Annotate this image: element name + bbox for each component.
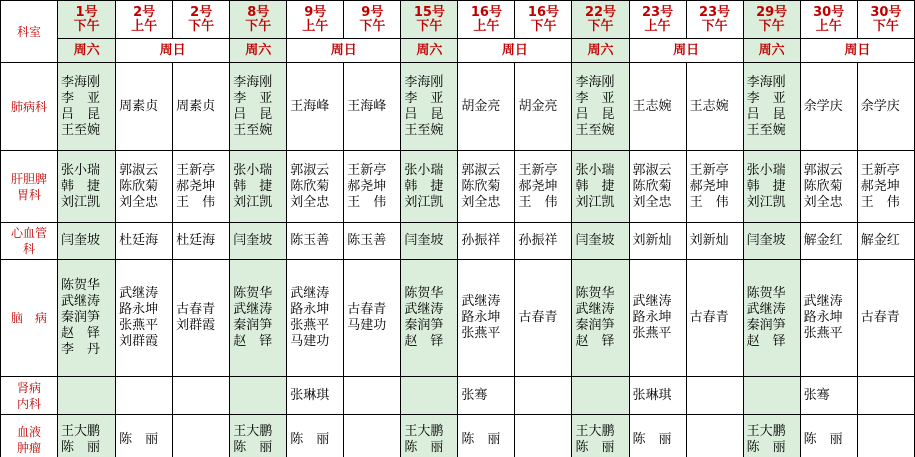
doctor-cell [686,377,743,415]
doctor-cell: 王大鹏 陈 丽 [58,415,116,457]
weekday-header: 周日 [116,39,230,63]
department-name: 肾病 内科 [1,377,58,415]
department-name: 肝胆脾 胃科 [1,151,58,223]
department-row [1,223,915,260]
doctor-cell: 闫奎坡 [58,223,116,260]
doctor-cell: 张小瑞 韩 捷 刘江凯 [572,151,629,223]
doctor-cell: 王新亭 郝尧坤 王 伟 [173,151,230,223]
date-header: 30号 下午 [857,1,914,39]
doctor-cell: 陈玉善 [344,223,401,260]
doctor-cell: 杜廷海 [116,223,173,260]
doctor-cell [344,415,401,457]
doctor-cell: 武继涛 路永坤 张燕平 [629,260,686,377]
date-header: 15号 下午 [401,1,458,39]
doctor-cell: 陈贺华 武继涛 秦润笋 赵 铎 [401,260,458,377]
doctor-cell: 余学庆 [857,63,914,151]
doctor-cell: 刘新灿 [629,223,686,260]
doctor-cell: 李海刚 李 亚 吕 昆 王至婉 [743,63,800,151]
doctor-cell: 王大鹏 陈 丽 [230,415,287,457]
doctor-cell: 郭淑云 陈欣菊 刘全忠 [287,151,344,223]
department-row [1,377,915,415]
date-header: 16号 上午 [458,1,515,39]
date-header: 9号 下午 [344,1,401,39]
doctor-cell: 郭淑云 陈欣菊 刘全忠 [116,151,173,223]
doctor-cell [515,415,572,457]
doctor-cell: 王新亭 郝尧坤 王 伟 [686,151,743,223]
weekday-header: 周日 [287,39,401,63]
doctor-cell: 郭淑云 陈欣菊 刘全忠 [629,151,686,223]
doctor-cell: 武继涛 路永坤 张燕平 刘群霞 [116,260,173,377]
date-header: 23号 下午 [686,1,743,39]
doctor-cell: 王海峰 [287,63,344,151]
doctor-cell: 王志婉 [629,63,686,151]
doctor-cell: 陈贺华 武继涛 秦润笋 赵 铎 [743,260,800,377]
doctor-cell [344,377,401,415]
department-name: 肺病科 [1,63,58,151]
weekday-header: 周日 [629,39,743,63]
weekday-header: 周日 [458,39,572,63]
weekday-header: 周六 [743,39,800,63]
department-row [1,151,915,223]
weekday-header: 周六 [401,39,458,63]
doctor-cell: 张骞 [458,377,515,415]
doctor-cell [857,415,914,457]
doctor-cell: 张小瑞 韩 捷 刘江凯 [743,151,800,223]
doctor-cell: 武继涛 路永坤 张燕平 马建功 [287,260,344,377]
dept-column-header: 科室 [1,1,58,63]
doctor-cell [230,377,287,415]
doctor-cell: 陈贺华 武继涛 秦润笋 赵 铎 [230,260,287,377]
weekday-header: 周日 [800,39,914,63]
doctor-cell: 孙振祥 [458,223,515,260]
header-date-row [1,1,915,39]
date-header: 2号 下午 [173,1,230,39]
date-header: 8号 下午 [230,1,287,39]
doctor-cell: 张骞 [800,377,857,415]
doctor-cell: 陈 丽 [116,415,173,457]
doctor-cell [515,377,572,415]
department-row [1,63,915,151]
doctor-cell: 陈 丽 [287,415,344,457]
doctor-cell: 陈 丽 [458,415,515,457]
doctor-cell [857,377,914,415]
doctor-cell: 王大鹏 陈 丽 [401,415,458,457]
doctor-cell: 陈 丽 [629,415,686,457]
doctor-cell: 王海峰 [344,63,401,151]
doctor-cell: 闫奎坡 [572,223,629,260]
doctor-cell: 王志婉 [686,63,743,151]
doctor-cell: 孙振祥 [515,223,572,260]
doctor-cell: 张小瑞 韩 捷 刘江凯 [230,151,287,223]
doctor-cell: 陈贺华 武继涛 秦润笋 赵 铎 李 丹 [58,260,116,377]
doctor-cell: 李海刚 李 亚 吕 昆 王至婉 [572,63,629,151]
doctor-cell: 胡金亮 [515,63,572,151]
doctor-cell: 解金红 [857,223,914,260]
doctor-cell: 古春青 [515,260,572,377]
doctor-cell: 胡金亮 [458,63,515,151]
weekday-header: 周六 [572,39,629,63]
date-header: 1号 下午 [58,1,116,39]
doctor-cell: 闫奎坡 [230,223,287,260]
doctor-cell: 闫奎坡 [743,223,800,260]
doctor-cell: 解金红 [800,223,857,260]
weekday-header: 周六 [230,39,287,63]
doctor-cell: 闫奎坡 [401,223,458,260]
doctor-cell [58,377,116,415]
department-row [1,260,915,377]
doctor-cell: 张小瑞 韩 捷 刘江凯 [58,151,116,223]
date-header: 29号 下午 [743,1,800,39]
doctor-cell [116,377,173,415]
date-header: 2号 上午 [116,1,173,39]
doctor-cell: 刘新灿 [686,223,743,260]
doctor-cell [173,415,230,457]
department-name: 血液 肿瘤 [1,415,58,457]
doctor-cell [173,377,230,415]
doctor-cell: 周素贞 [173,63,230,151]
date-header: 16号 下午 [515,1,572,39]
doctor-cell: 张小瑞 韩 捷 刘江凯 [401,151,458,223]
header-day-row [1,39,915,63]
doctor-cell: 陈贺华 武继涛 秦润笋 赵 铎 [572,260,629,377]
doctor-cell: 李海刚 李 亚 吕 昆 王至婉 [58,63,116,151]
doctor-cell: 李海刚 李 亚 吕 昆 王至婉 [230,63,287,151]
doctor-cell: 王新亭 郝尧坤 王 伟 [515,151,572,223]
doctor-cell: 郭淑云 陈欣菊 刘全忠 [458,151,515,223]
date-header: 9号 上午 [287,1,344,39]
doctor-cell: 武继涛 路永坤 张燕平 [458,260,515,377]
doctor-cell: 古春青 [857,260,914,377]
department-name: 心血管 科 [1,223,58,260]
doctor-cell: 杜廷海 [173,223,230,260]
doctor-cell: 古春青 刘群霞 [173,260,230,377]
doctor-cell: 古春青 [686,260,743,377]
doctor-cell: 余学庆 [800,63,857,151]
doctor-cell: 郭淑云 陈欣菊 刘全忠 [800,151,857,223]
doctor-cell [572,377,629,415]
weekday-header: 周六 [58,39,116,63]
doctor-cell: 陈 丽 [800,415,857,457]
doctor-cell: 李海刚 李 亚 吕 昆 王至婉 [401,63,458,151]
department-name: 脑 病 [1,260,58,377]
doctor-cell: 王大鹏 陈 丽 [572,415,629,457]
doctor-cell: 古春青 马建功 [344,260,401,377]
date-header: 30号 上午 [800,1,857,39]
doctor-cell: 张琳琪 [287,377,344,415]
date-header: 22号 下午 [572,1,629,39]
doctor-cell: 王新亭 郝尧坤 王 伟 [857,151,914,223]
doctor-cell: 张琳琪 [629,377,686,415]
date-header: 23号 上午 [629,1,686,39]
doctor-cell: 武继涛 路永坤 张燕平 [800,260,857,377]
doctor-cell: 王新亭 郝尧坤 王 伟 [344,151,401,223]
doctor-cell [743,377,800,415]
doctor-cell [686,415,743,457]
doctor-cell: 陈玉善 [287,223,344,260]
doctor-cell [401,377,458,415]
doctor-cell: 王大鹏 陈 丽 [743,415,800,457]
doctor-cell: 周素贞 [116,63,173,151]
department-row [1,415,915,457]
